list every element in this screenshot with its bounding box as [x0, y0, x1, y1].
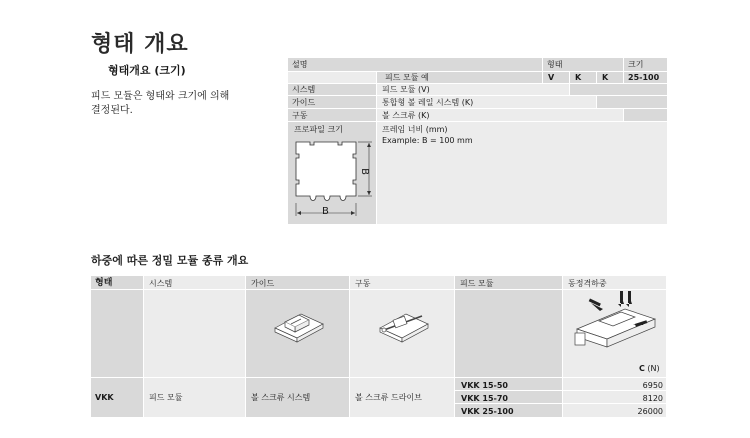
form-code-k-drive: K — [602, 73, 609, 82]
row-label-guide: 가이드 — [292, 98, 316, 107]
col-header-dynamic-load: 동정격하중 — [568, 279, 607, 288]
row-label-system: 시스템 — [292, 85, 316, 94]
load-unit-label — [639, 363, 660, 374]
system-value: 피드 모듈 — [149, 393, 183, 402]
module-name: VKK 25-100 — [461, 407, 514, 416]
ball-screw-drive-illustration — [376, 300, 432, 344]
section-title: 하중에 따른 정밀 모듈 종류 개요 — [91, 254, 249, 267]
guide-value: 볼 스크류 시스템 — [251, 393, 311, 402]
col-header-size: 크기 — [628, 60, 644, 69]
col-header-drive: 구동 — [355, 279, 371, 288]
row-label-profile-size: 프로파일 크기 — [294, 125, 343, 134]
module-name: VKK 15-50 — [461, 381, 508, 390]
profile-cross-section-drawing — [290, 136, 376, 224]
description-line: 피드 모듈은 형태와 크기에 의해 — [91, 91, 230, 102]
module-name: VKK 15-70 — [461, 394, 508, 403]
col-header-feed-module: 피드 모듈 — [460, 279, 494, 288]
description-line: 결정된다. — [91, 105, 133, 116]
drive-value: 볼 스크류 드라이브 — [355, 393, 422, 402]
ball-rail-guide-illustration — [271, 300, 327, 344]
col-header-form: 형태 — [95, 278, 113, 288]
form-code-v: V — [548, 73, 555, 82]
row-value-guide: 통합형 볼 레일 시스템 (K) — [382, 98, 474, 107]
row-value-profile-size: 프레임 너비 (mm) — [382, 125, 448, 134]
load-unit-symbol: C — [639, 364, 645, 373]
description — [91, 90, 251, 118]
row-label-drive: 구동 — [292, 111, 308, 120]
col-header-form: 형태 — [547, 60, 563, 69]
page-title: 형태 개요 — [91, 32, 189, 57]
feed-module-example-label: 피드 모듈 예 — [385, 73, 429, 82]
col-header-system: 시스템 — [149, 279, 173, 288]
row-value-drive: 볼 스크류 (K) — [382, 111, 430, 120]
type-size-table — [288, 58, 667, 224]
module-load: 8120 — [642, 394, 663, 403]
col-header-description: 설명 — [292, 60, 308, 69]
size-value: 25-100 — [628, 73, 660, 82]
col-header-guide: 가이드 — [251, 279, 275, 288]
form-code-k-guide: K — [575, 73, 582, 82]
example-text: Example: B = 100 mm — [382, 136, 473, 145]
form-value: VKK — [95, 393, 114, 402]
row-value-system: 피드 모듈 (V) — [382, 85, 430, 94]
load-unit: (N) — [647, 364, 660, 373]
dimension-height-label: B — [358, 168, 370, 175]
module-load: 6950 — [642, 381, 663, 390]
dimension-width-label: B — [322, 206, 329, 217]
module-load: 26000 — [637, 407, 663, 416]
module-overview-table — [91, 276, 666, 417]
dynamic-load-illustration — [569, 289, 661, 359]
sub-title: 형태개요 (크기) — [108, 64, 186, 77]
